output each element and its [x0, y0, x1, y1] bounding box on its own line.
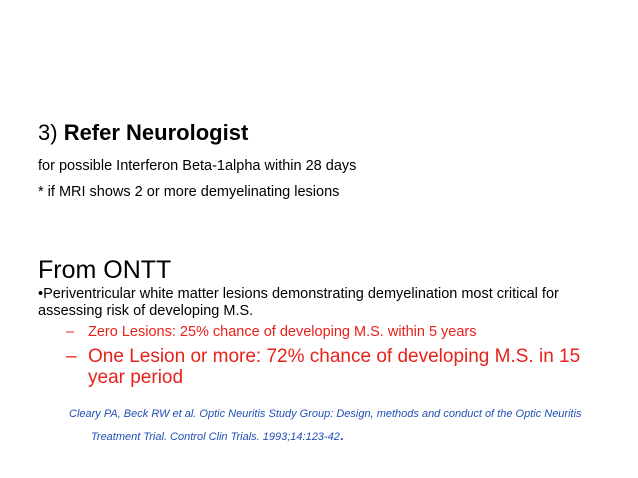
dash-marker: – — [66, 324, 75, 340]
citation-line-1: Cleary PA, Beck RW et al. Optic Neuritis Study Group: Design, methods and conduct of the Optic Neuritis — [69, 408, 582, 420]
sub-bullet-text: One Lesion or more: 72% chance of developing M.S. in 15 year period — [88, 346, 581, 388]
step-detail-line: for possible Interferon Beta-1alpha within 28 days — [38, 158, 357, 174]
ontt-heading: From ONTT — [38, 256, 172, 284]
citation-end-mark: . — [339, 428, 344, 443]
citation-line-2 — [69, 425, 609, 448]
step-heading — [38, 119, 248, 147]
main-bullet: •Periventricular white matter lesions demonstrating demyelination most critical for assessing risk of developing M.S. — [38, 286, 559, 319]
citation — [69, 403, 609, 448]
sub-bullet-zero-lesions — [66, 322, 477, 342]
dash-marker: – — [66, 346, 77, 367]
sub-bullet-one-lesion — [66, 346, 606, 388]
sub-bullet-text: Zero Lesions: 25% chance of developing M.S. within 5 years — [88, 324, 477, 340]
citation-line-2-text: Treatment Trial. Control Clin Trials. 1993;14:123-42 — [91, 431, 340, 443]
step-condition-line: * if MRI shows 2 or more demyelinating lesions — [38, 184, 340, 200]
step-title: Refer Neurologist — [63, 120, 249, 145]
step-number: 3) — [38, 120, 58, 145]
